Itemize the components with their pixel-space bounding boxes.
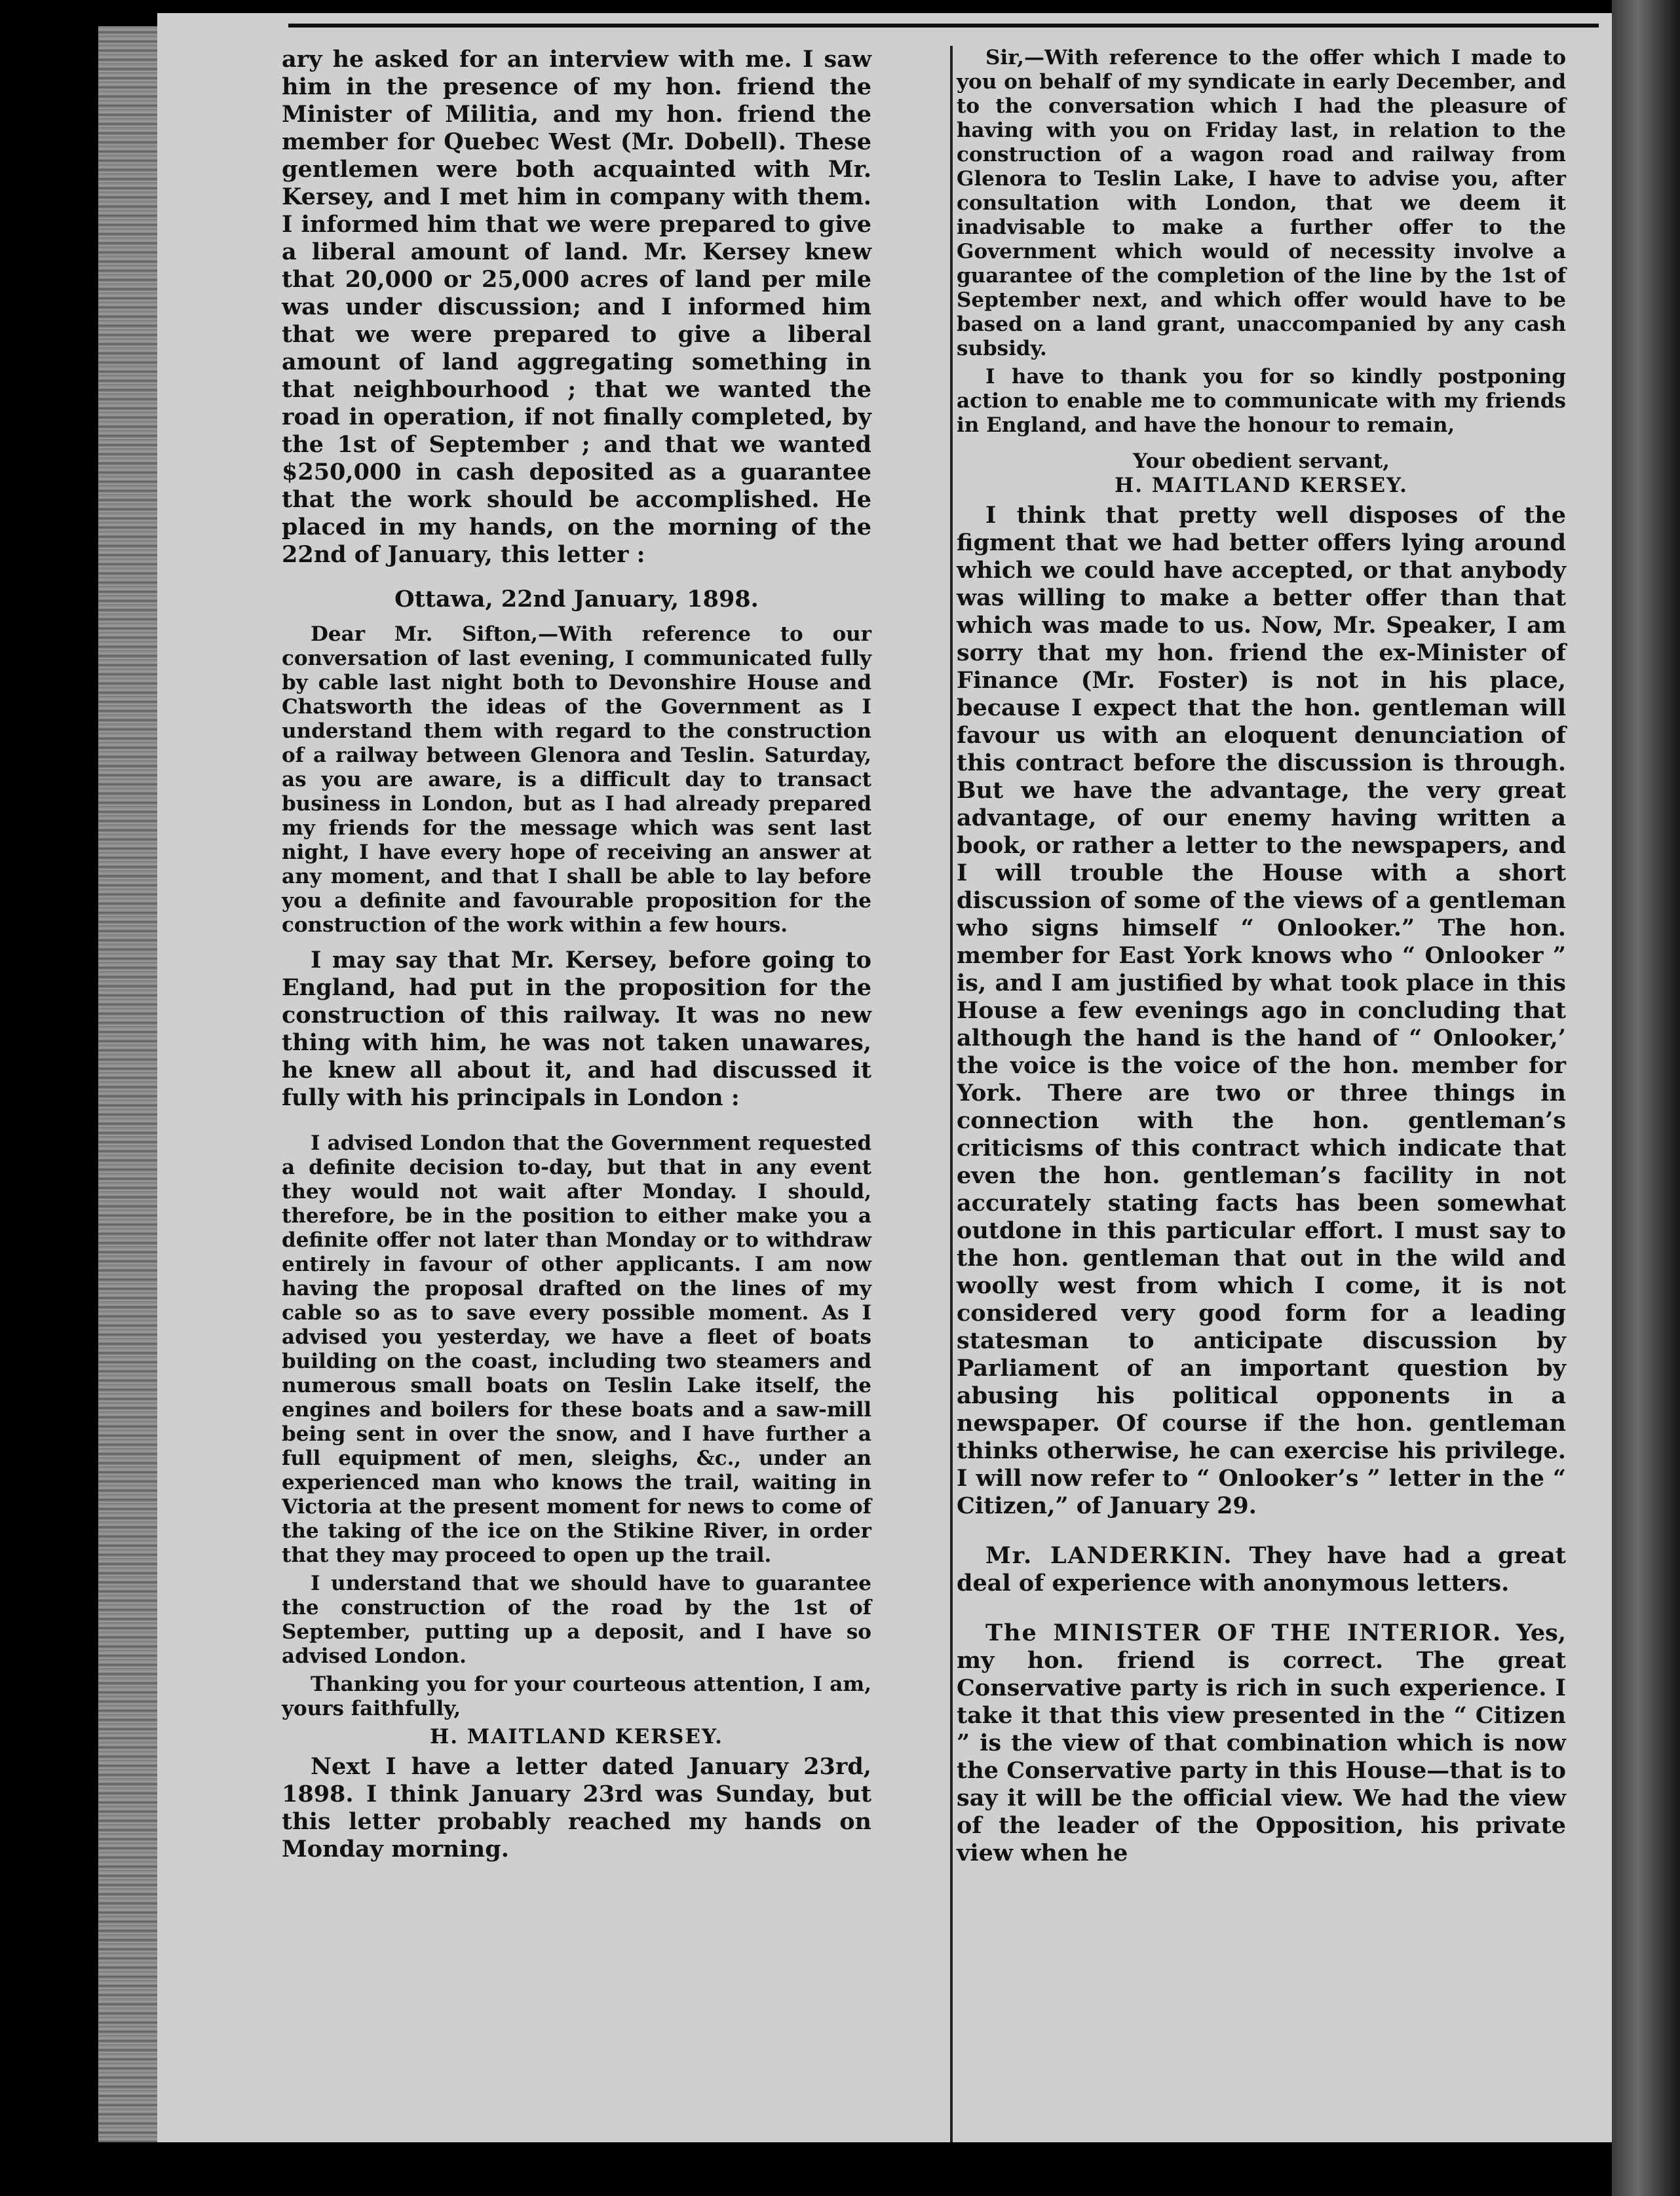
letter-body-thanks: I have to thank you for so kindly postponing action to enable me to communicate with my friends in England, and have the honour to remain, [957,365,1566,437]
left-column [282,46,871,1867]
letter-dateline: Ottawa, 22nd January, 1898. [394,586,759,613]
speaker-name-minister: The MINISTER OF THE INTERIOR. [985,1619,1502,1646]
speech-text-landerkin: They have had a great deal of experience with anonymous letters. [957,1542,1566,1597]
column-divider [950,46,953,2142]
speaker-name-landerkin: Mr. LANDERKIN. [985,1542,1233,1569]
letter-signature-right: H. MAITLAND KERSEY. [1115,474,1408,497]
letter-closing: Thanking you for your courteous attention, I am, yours faithfully, [282,1673,871,1720]
speech-minister [957,1619,1566,1867]
letter-signature: H. MAITLAND KERSEY. [430,1725,723,1749]
spacer [957,1601,1566,1619]
right-column [957,46,1566,1871]
paragraph-onlooker: I think that pretty well disposes of the figment that we had better offers lying around which we could have accepted, or that anybody was willing to make a better offer than that which was made to us. Now, Mr. Speaker, I am sorry that my hon. friend the ex-Minister of Finance (Mr. Foster) is not in his place, because I expect that the hon. gentleman will favour us with an eloquent denunciation of this contract before the discussion is through. But we have the advantage, the very great advantage, of our enemy having written a book, or rather a letter to the newspapers, and I will trouble the House with a short discussion of some of the views of a gentleman who signs himself “ Onlooker.” The hon. member for East York knows who “ Onlooker ” is, and I am justified by what took place in this House a few evenings ago in concluding that although the hand is the hand of “ Onlooker,’ the voice is the voice of the hon. member for York. There are two or three things in connection with the hon. gentleman’s criticisms of this contract which indicate that even the hon. gentleman’s facility in not accurately stating facts has been somewhat outdone in this particular effort. I must say to the hon. gentleman that out in the wild and woolly west from which I come, it is not considered very good form for a leading statesman to anticipate discussion by Parliament of an important question by abusing his political opponents in a newspaper. Of course if the hon. gentleman thinks otherwise, he can exercise his privilege. I will now refer to “ Onlooker’s ” letter in the “ Citizen,” of January 29. [957,502,1566,1519]
speech-landerkin [957,1542,1566,1597]
page-gutter-shadow [1612,0,1680,2196]
letter-closing-servant: Your obedient servant, [1133,449,1390,473]
letter-body-advised-london: I advised London that the Government requested a definite decision to-day, but that in any event they would not wait after Monday. I should, therefore, be in the position to either make you a definite offer not later than Monday or to withdraw entirely in favour of other applicants. I am now having the proposal drafted on the lines of my cable so as to save every possible moment. As I advised you yesterday, we have a fleet of boats building on the coast, including two steamers and numerous small boats on Teslin Lake itself, the engines and boilers for these boats and a saw-mill being sent in over the snow, and I have further a full equipment of men, sleighs, &c., under an experienced man who knows the trail, waiting in Victoria at the present moment for news to come of the taking of the ice on the Stikine River, in order that they may proceed to open up the trail. [282,1131,871,1567]
letter-body-syndicate: Sir,—With reference to the offer which I made to you on behalf of my syndicate in early December, and to the conversation which I had the pleasure of having with you on Friday last, in relation to the construction of a wagon road and railway from Glenora to Teslin Lake, I have to advise you, after consultation with London, that we deem it inadvisable to make a further offer to the Government which would of necessity involve a guarantee of the completion of the line by the 1st of September next, and which offer would have to be based on a land grant, unaccompanied by any cash subsidy. [957,46,1566,360]
spacer [957,1524,1566,1542]
paragraph-next-letter: Next I have a letter dated January 23rd, 1898. I think January 23rd was Sunday, but this letter probably reached my hands on Monday morning. [282,1753,871,1863]
header-rule [288,24,1599,28]
letter-body-sifton: Dear Mr. Sifton,—With reference to our conversation of last evening, I communicated fully by cable last night both to Devonshire House and Chatsworth the ideas of the Government as I understand them with regard to the construction of a railway between Glenora and Teslin. Saturday, as you are aware, is a difficult day to transact business in London, but as I had already prepared my friends for the message which was sent last night, I have every hope of receiving an answer at any moment, and that I shall be able to lay before you a definite and favourable proposition for the construction of the work within a few hours. [282,622,871,937]
speech-text-minister: Yes, my hon. friend is correct. The great Conservative party is rich in such experience. I take it that this view presented in the “ Citizen ” is the view of that combination which is now the Conservative party in this House—that is to say it will be the official view. We had the view of the leader of the Opposition, his private view when he [957,1619,1567,1866]
paragraph-kersey-england: I may say that Mr. Kersey, before going to England, had put in the proposition for the construction of this railway. It was no new thing with him, he was not taken unawares, he knew all about it, and had discussed it fully with his principals in London : [282,947,871,1111]
paragraph-interview: ary he asked for an interview with me. I saw him in the presence of my hon. friend the Minister of Militia, and my hon. friend the member for Quebec West (Mr. Dobell). These gentlemen were both acquainted with Mr. Kersey, and I met him in company with them. I informed him that we were prepared to give a liberal amount of land. Mr. Kersey knew that 20,000 or 25,000 acres of land per mile was under discussion; and I informed him that we were prepared to give a liberal amount of land aggregating something in that neighbourhood ; that we wanted the road in operation, if not finally completed, by the 1st of September ; and that we wanted $250,000 in cash deposited as a guarantee that the work should be accomplished. He placed in my hands, on the morning of the 22nd of January, this letter : [282,46,871,568]
letter-body-guarantee: I understand that we should have to guarantee the construction of the road by the 1st of September, putting up a deposit, and I have so advised London. [282,1572,871,1668]
